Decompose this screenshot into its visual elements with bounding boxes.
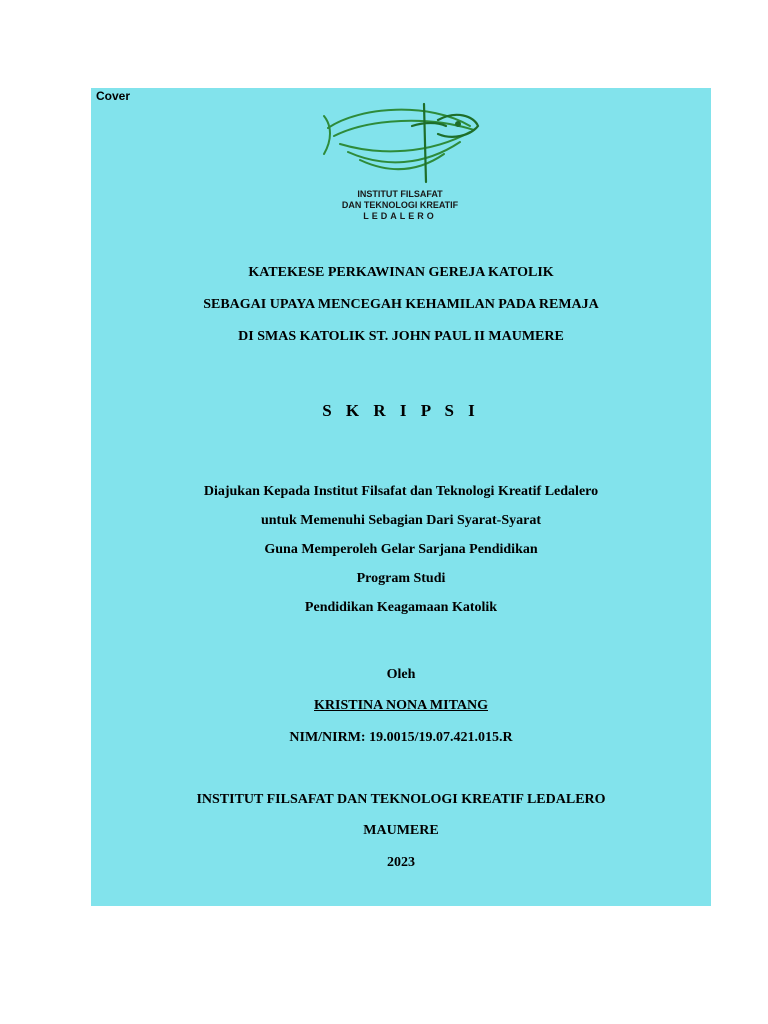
submission-year: 2023 xyxy=(387,855,415,870)
author-student-id: NIM/NIRM: 19.0015/19.07.421.015.R xyxy=(289,730,513,745)
document-type-heading: S K R I P S I xyxy=(322,401,480,420)
institute-fish-logo xyxy=(320,96,482,184)
logo-text-line-3: LEDALERO xyxy=(363,211,437,221)
cross-bar xyxy=(412,123,446,126)
cross-stem xyxy=(424,104,426,182)
logo-text-line-2: DAN TEKNOLOGI KREATIF xyxy=(341,200,459,210)
fish-tail xyxy=(324,116,330,154)
fish-arc-1 xyxy=(328,110,470,128)
title-line-2: SEBAGAI UPAYA MENCEGAH KEHAMILAN PADA REMAJA xyxy=(203,297,599,312)
study-program-name: Pendidikan Keagamaan Katolik xyxy=(304,600,498,615)
institution-name: INSTITUT FILSAFAT DAN TEKNOLOGI KREATIF LEDALERO xyxy=(196,792,606,807)
cover-label: Cover xyxy=(96,89,131,103)
fish-arc-2 xyxy=(334,121,474,136)
title-line-3: DI SMAS KATOLIK ST. JOHN PAUL II MAUMERE xyxy=(238,329,564,344)
submission-line-2: untuk Memenuhi Sebagian Dari Syarat-Syarat xyxy=(260,513,542,528)
author-by-label: Oleh xyxy=(386,667,416,682)
submission-line-3: Guna Memperoleh Gelar Sarjana Pendidikan xyxy=(264,542,538,557)
institution-city: MAUMERE xyxy=(363,823,439,838)
fish-arc-4 xyxy=(348,142,460,162)
logo-text-line-1: INSTITUT FILSAFAT xyxy=(357,189,443,199)
author-name: KRISTINA NONA MITANG xyxy=(314,698,488,713)
submission-line-1: Diajukan Kepada Institut Filsafat dan Teknologi Kreatif Ledalero xyxy=(203,484,599,499)
study-program-label: Program Studi xyxy=(356,571,446,586)
title-line-1: KATEKESE PERKAWINAN GEREJA KATOLIK xyxy=(248,265,554,280)
fish-eye-icon xyxy=(455,121,461,127)
